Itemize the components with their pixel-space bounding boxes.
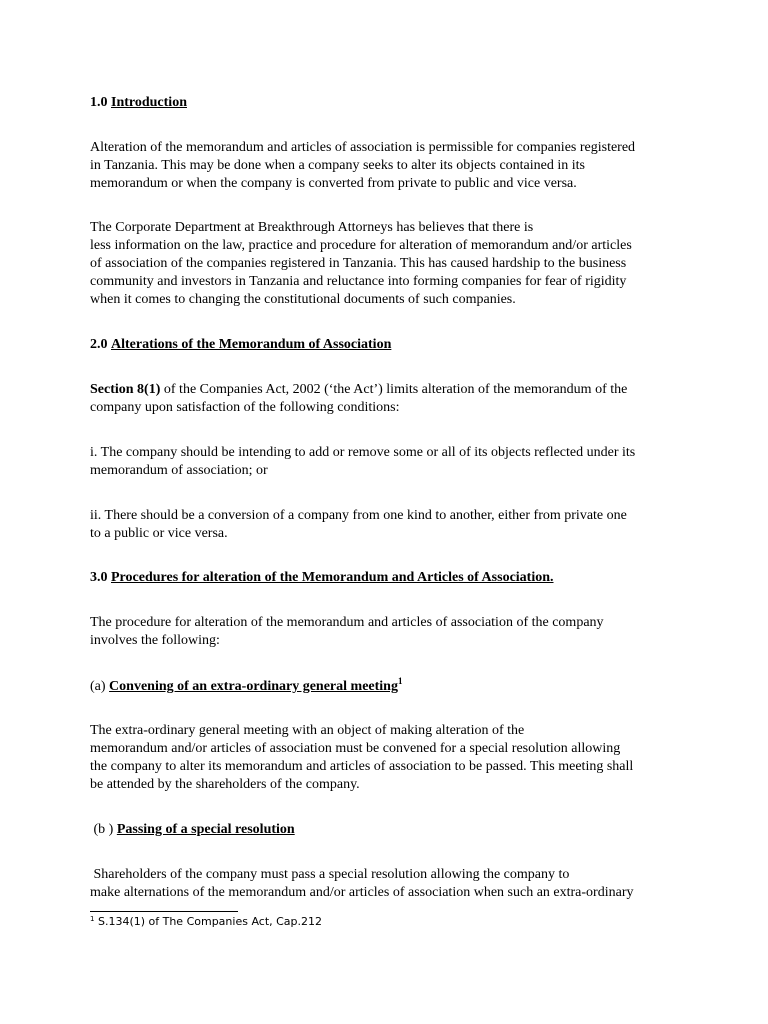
line: The Corporate Department at Breakthrough Attorneys has believes that there is <box>90 220 534 235</box>
line: of the Companies Act, 2002 (‘the Act’) limits alteration of the memorandum of the <box>160 382 628 397</box>
resolution-paragraph <box>90 866 682 902</box>
line: Alteration of the memorandum and articles of association is permissible for companies registered <box>90 140 636 155</box>
section-title: Alterations of the Memorandum of Association <box>111 337 392 352</box>
section-reference: Section 8(1) <box>90 382 161 397</box>
line: in Tanzania. This may be done when a company seeks to alter its objects contained in its <box>90 158 585 173</box>
line: memorandum of association; or <box>90 463 268 478</box>
section-1-heading <box>90 94 682 112</box>
line: The extra-ordinary general meeting with an object of making alteration of the <box>90 723 525 738</box>
line: less information on the law, practice and procedure for alteration of memorandum and/or articles <box>90 238 632 253</box>
section-number: 3.0 <box>90 570 108 585</box>
section-number: 2.0 <box>90 337 108 352</box>
condition-item-i <box>90 444 682 480</box>
condition-item-ii <box>90 507 682 543</box>
section-title: Procedures for alteration of the Memorandum and Articles of Association. <box>111 570 554 585</box>
footnote-separator <box>90 911 238 912</box>
line: to a public or vice versa. <box>90 526 228 541</box>
line: Shareholders of the company must pass a special resolution allowing the company to <box>90 867 570 882</box>
line: when it comes to changing the constitutional documents of such companies. <box>90 292 516 307</box>
section-title: Introduction <box>111 95 187 110</box>
line: company upon satisfaction of the following conditions: <box>90 400 400 415</box>
subsection-a-heading <box>90 678 682 696</box>
subsection-number: (b ) <box>90 822 114 837</box>
subsection-title: Convening of an extra-ordinary general meeting <box>109 679 398 694</box>
line: involves the following: <box>90 633 220 648</box>
footnote-reference[interactable]: 1 <box>397 676 403 686</box>
footnote-number: 1 <box>90 915 95 923</box>
section-2-heading <box>90 336 682 354</box>
line: make alternations of the memorandum and/or articles of association when such an extra-ordinary <box>90 885 634 900</box>
line: ii. There should be a conversion of a company from one kind to another, either from private one <box>90 508 627 523</box>
meeting-paragraph <box>90 722 682 794</box>
procedure-intro-paragraph <box>90 614 682 650</box>
subsection-number: (a) <box>90 679 106 694</box>
line: i. The company should be intending to add or remove some or all of its objects reflected under its <box>90 445 636 460</box>
section-3-heading <box>90 569 682 587</box>
section-8-paragraph <box>90 381 682 417</box>
footnote-text: S.134(1) of The Companies Act, Cap.212 <box>94 915 323 928</box>
line: memorandum or when the company is converted from private to public and vice versa. <box>90 176 577 191</box>
footnote <box>90 914 590 930</box>
line: memorandum and/or articles of association must be convened for a special resolution allowing <box>90 741 621 756</box>
line: of association of the companies registered in Tanzania. This has caused hardship to the business <box>90 256 627 271</box>
line: the company to alter its memorandum and articles of association to be passed. This meeting shall <box>90 759 634 774</box>
section-number: 1.0 <box>90 95 108 110</box>
line: be attended by the shareholders of the company. <box>90 777 360 792</box>
subsection-title: Passing of a special resolution <box>116 822 295 837</box>
line: The procedure for alteration of the memorandum and articles of association of the company <box>90 615 604 630</box>
intro-paragraph-2 <box>90 219 682 309</box>
intro-paragraph-1 <box>90 139 682 193</box>
subsection-b-heading <box>90 821 682 839</box>
line: community and investors in Tanzania and reluctance into forming companies for fear of rigidity <box>90 274 627 289</box>
